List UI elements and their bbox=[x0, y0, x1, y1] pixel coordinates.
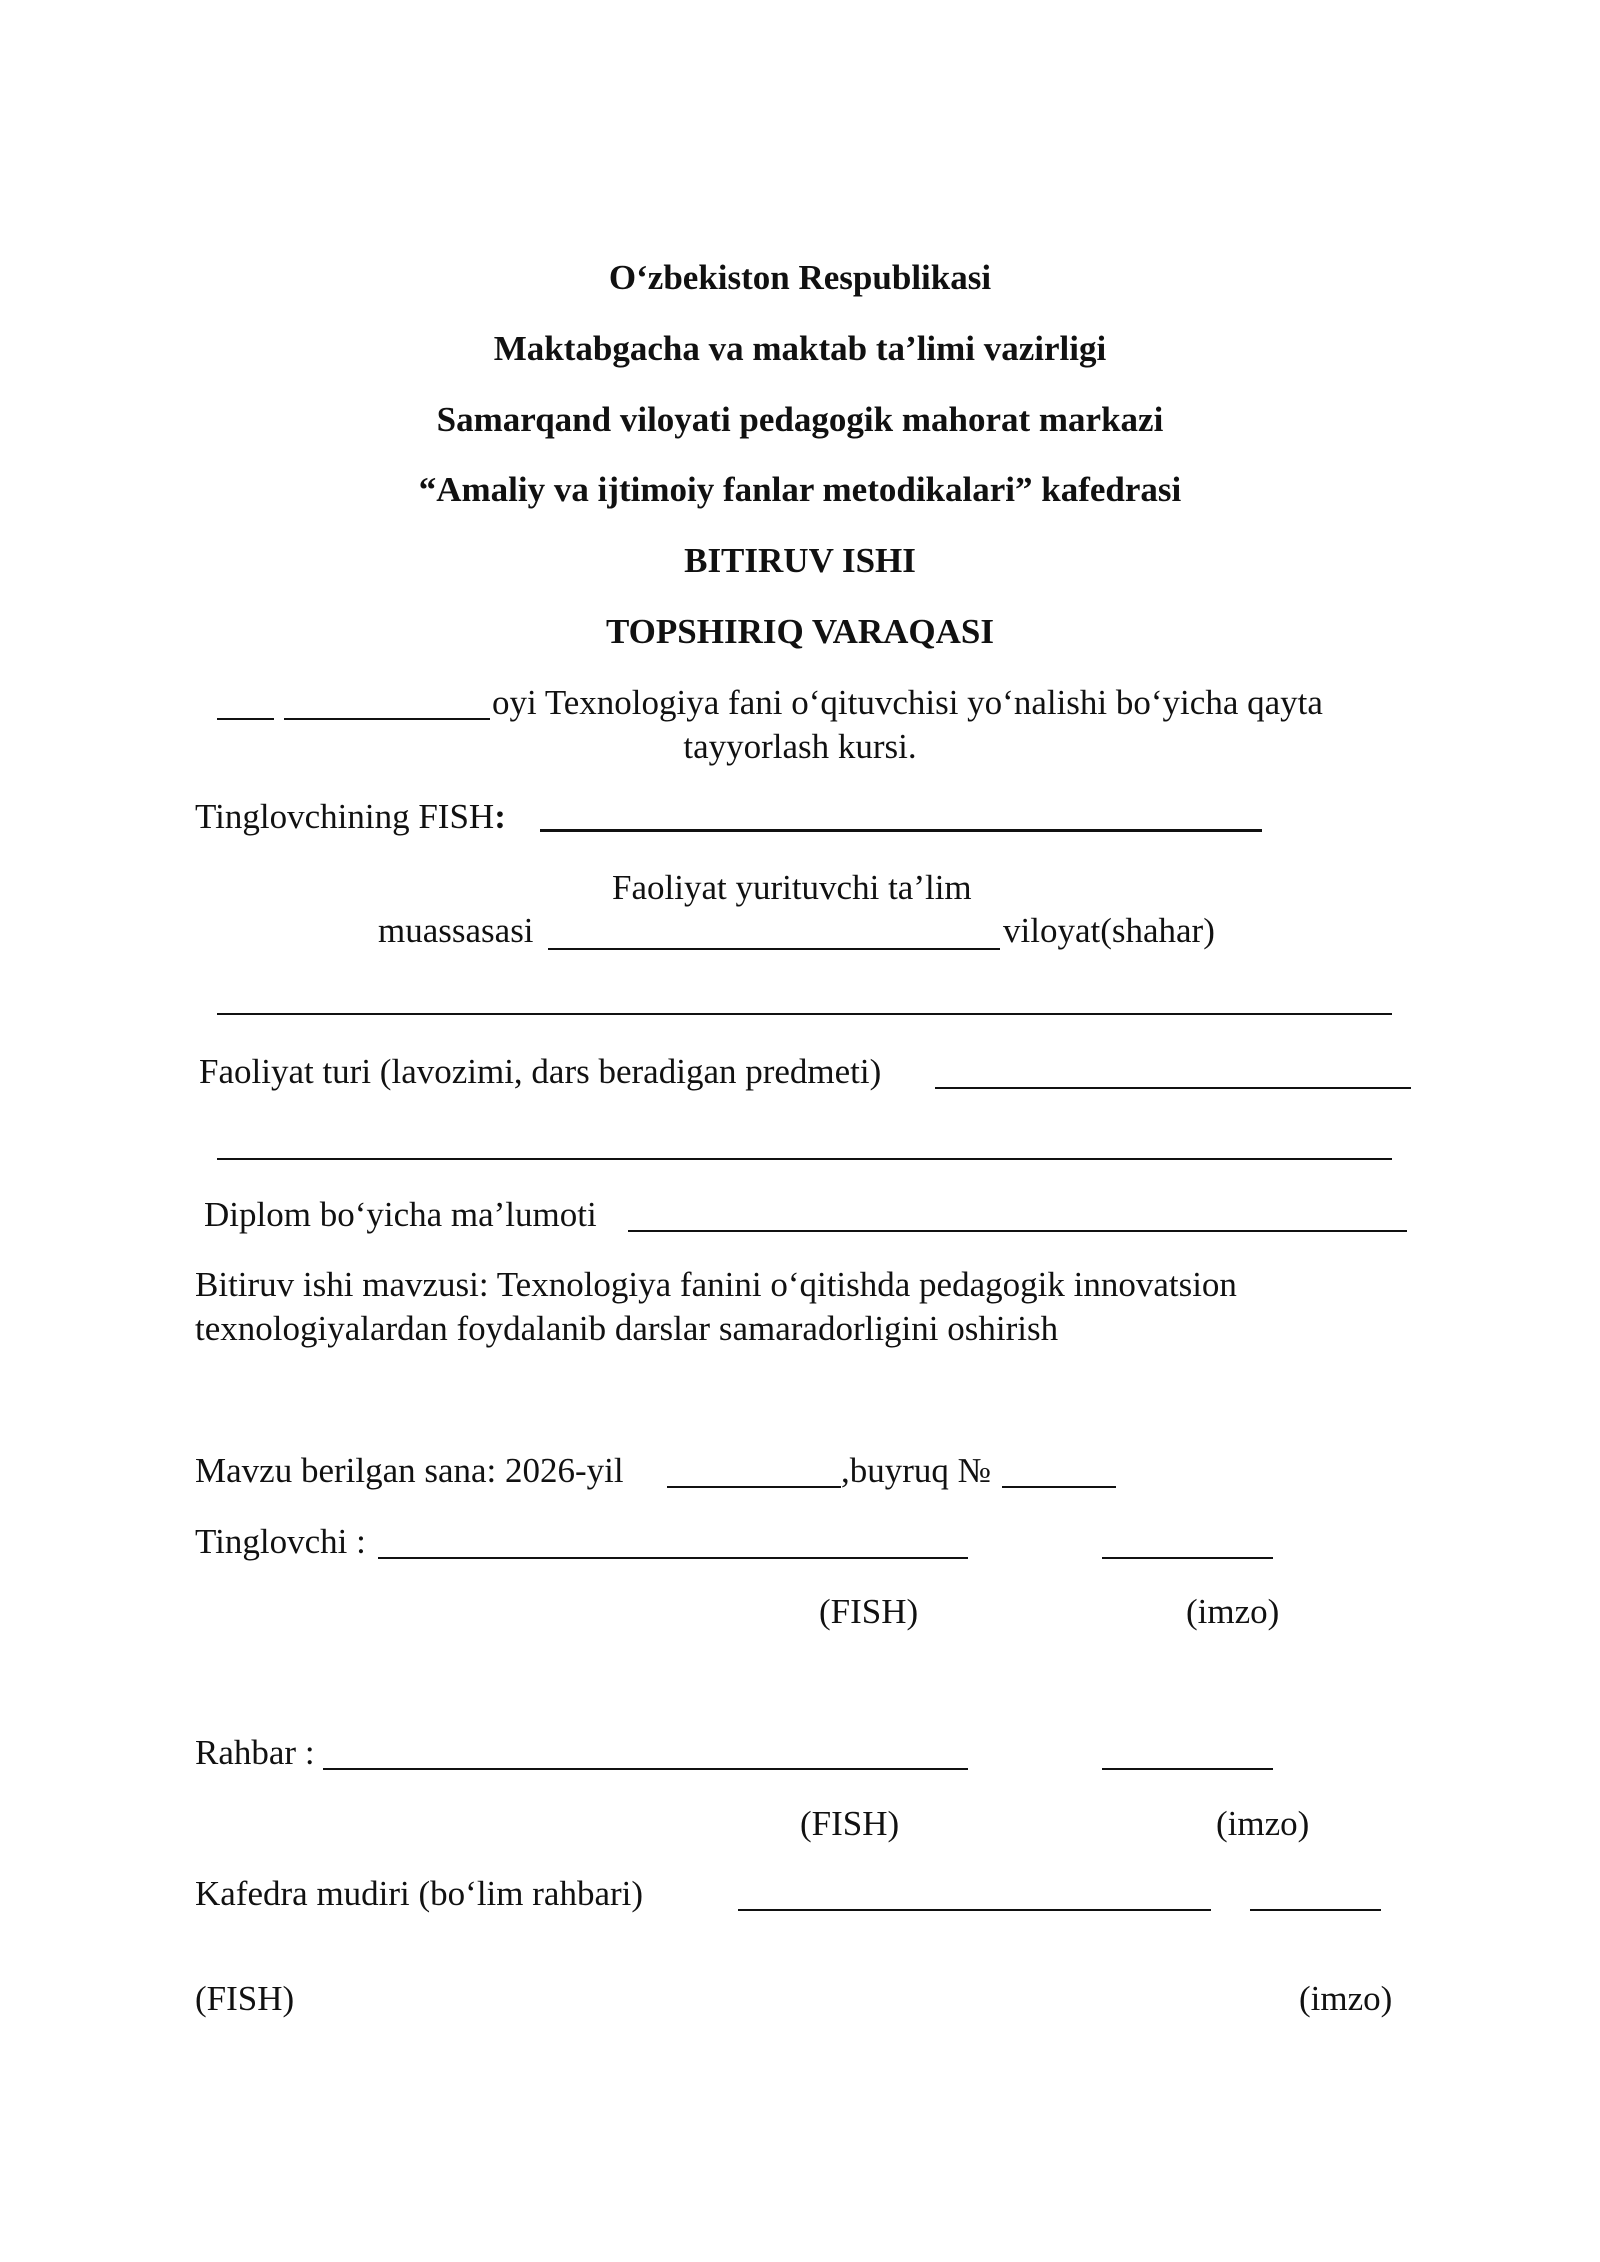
muassasa-label-line-2: muassasasi bbox=[378, 911, 534, 950]
muassasa-blank bbox=[548, 948, 1000, 950]
rahbar-label: Rahbar : bbox=[195, 1733, 315, 1772]
tinglovchi-label: Tinglovchi : bbox=[195, 1522, 366, 1561]
header-ministry: Maktabgacha va maktab ta’limi vazirligi bbox=[493, 329, 1107, 368]
kafedra-fish-line bbox=[738, 1909, 1211, 1911]
day-blank-line bbox=[217, 718, 274, 720]
tinglovchi-fish-caption: (FISH) bbox=[819, 1592, 919, 1631]
rahbar-fish-caption: (FISH) bbox=[800, 1804, 900, 1843]
kafedra-imzo-line bbox=[1250, 1909, 1381, 1911]
header-department: “Amaliy va ijtimoiy fanlar metodikalari” kafedrasi bbox=[418, 470, 1182, 509]
sana-label: Mavzu berilgan sana: 2026-yil bbox=[195, 1451, 624, 1490]
kafedra-mudiri-label: Kafedra mudiri (boʻlim rahbari) bbox=[195, 1874, 644, 1913]
tinglovchi-fish-label: Tinglovchining FISH: bbox=[195, 797, 506, 836]
mavzu-line-2: texnologiyalardan foydalanib darslar samaradorligini oshirish bbox=[195, 1309, 1059, 1348]
intro-line-2: tayyorlash kursi. bbox=[683, 727, 917, 766]
tinglovchi-fish-blank bbox=[540, 829, 1262, 832]
rahbar-fish-line bbox=[323, 1768, 968, 1770]
tinglovchi-imzo-line bbox=[1102, 1557, 1273, 1559]
rahbar-imzo-line bbox=[1102, 1768, 1273, 1770]
tinglovchi-imzo-caption: (imzo) bbox=[1186, 1592, 1280, 1631]
kafedra-fish-caption: (FISH) bbox=[195, 1979, 295, 2018]
faoliyat-turi-extra-blank bbox=[217, 1158, 1392, 1160]
doc-subtitle: TOPSHIRIQ VARAQASI bbox=[605, 612, 995, 651]
mavzu-line-1: Bitiruv ishi mavzusi: Texnologiya fanini oʻqitishda pedagogik innovatsion bbox=[195, 1265, 1237, 1304]
doc-title: BITIRUV ISHI bbox=[684, 541, 916, 580]
faoliyat-turi-blank bbox=[935, 1087, 1411, 1089]
viloyat-label: viloyat(shahar) bbox=[1003, 911, 1215, 950]
rahbar-imzo-caption: (imzo) bbox=[1216, 1804, 1310, 1843]
buyruq-blank bbox=[1002, 1486, 1116, 1488]
muassasa-label-line-1: Faoliyat yurituvchi ta’lim bbox=[612, 868, 972, 907]
kafedra-imzo-caption: (imzo) bbox=[1299, 1979, 1393, 2018]
intro-line-1: oyi Texnologiya fani oʻqituvchisi yoʻnalishi boʻyicha qayta bbox=[492, 683, 1323, 722]
sana-blank bbox=[667, 1486, 841, 1488]
buyruq-label: ,buyruq № bbox=[841, 1451, 992, 1490]
month-blank-line bbox=[284, 718, 490, 720]
tinglovchi-fish-line bbox=[378, 1557, 968, 1559]
faoliyat-turi-label: Faoliyat turi (lavozimi, dars beradigan predmeti) bbox=[199, 1052, 882, 1091]
header-country: Oʻzbekiston Respublikasi bbox=[608, 258, 992, 297]
muassasa-extra-blank bbox=[217, 1013, 1392, 1015]
header-center: Samarqand viloyati pedagogik mahorat markazi bbox=[436, 400, 1164, 439]
diplom-label: Diplom boʻyicha ma’lumoti bbox=[204, 1195, 597, 1234]
diplom-blank bbox=[628, 1230, 1407, 1232]
